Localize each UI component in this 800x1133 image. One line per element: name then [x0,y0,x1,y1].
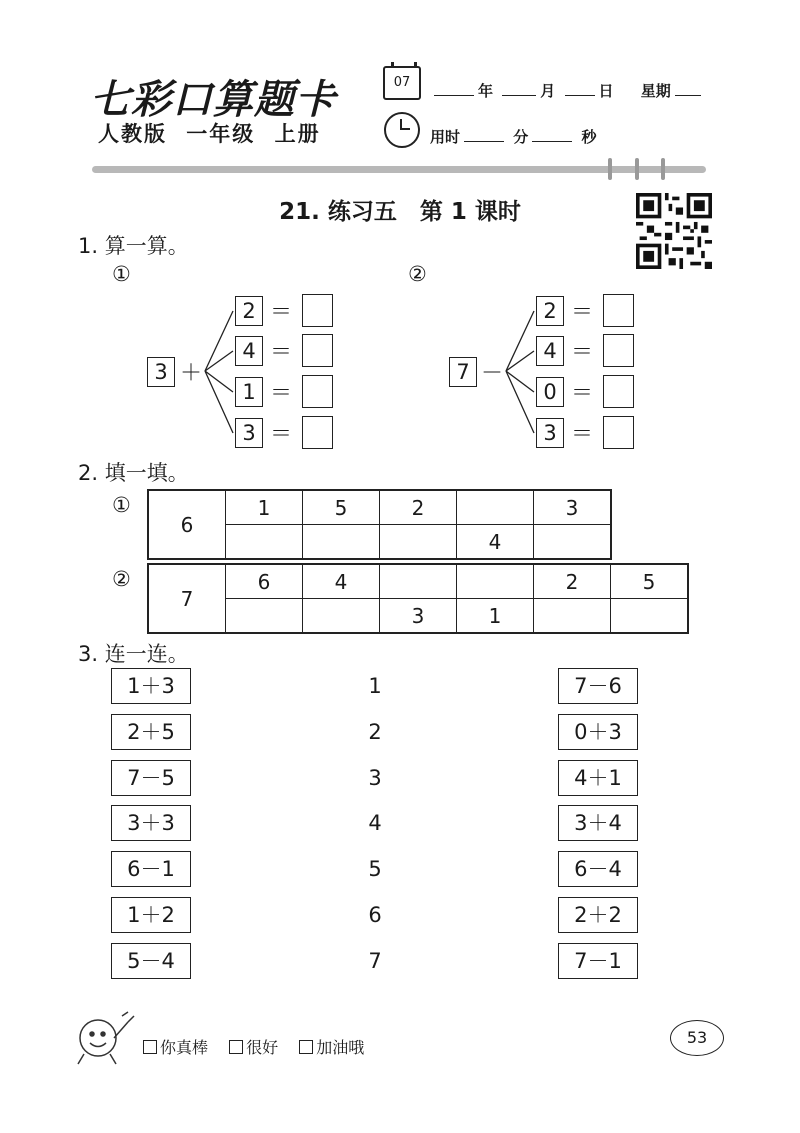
q1-part2-addend: 0 [536,377,564,407]
answer-box[interactable] [302,294,333,327]
rating-label: 你真棒 [160,1038,209,1057]
table-cell-blank[interactable] [534,525,612,560]
middle-number[interactable]: 4 [368,811,382,835]
table-cell-blank[interactable] [380,564,457,599]
answer-box[interactable] [302,375,333,408]
lesson-title: 21. 练习五 第 1 课时 [279,199,521,225]
right-expression[interactable]: 6－4 [558,851,638,887]
left-expression[interactable]: 5－4 [111,943,191,979]
q1-part2-addend: 2 [536,296,564,326]
table-cell: 4 [303,564,380,599]
q1-part2-start: 7 [449,357,477,387]
table-cell: 3 [380,599,457,634]
table-total: 7 [148,564,226,633]
equals-sign: ＝ [571,381,594,406]
table-cell: 2 [534,564,611,599]
q2-table1-label: ① [112,493,131,517]
table-cell-blank[interactable] [534,599,611,634]
table-cell: 1 [226,490,303,525]
q1-title: 1. 算一算。 [78,234,189,258]
table-cell-blank[interactable] [226,599,303,634]
q1-part1-addend: 2 [235,296,263,326]
right-expression[interactable]: 3＋4 [558,805,638,841]
table-cell-blank[interactable] [457,564,534,599]
plus-sign: ＋ [180,361,203,386]
seconds-label: 秒 [581,128,597,146]
equals-sign: ＝ [270,422,293,447]
edition-label: 人教版 一年级 上册 [98,122,321,146]
table-cell: 4 [457,525,534,560]
answer-box[interactable] [603,334,634,367]
right-expression[interactable]: 7－6 [558,668,638,704]
equals-sign: ＝ [571,300,594,325]
table-cell-blank[interactable] [457,490,534,525]
table-cell-blank[interactable] [611,599,689,634]
table-cell: 3 [534,490,612,525]
rating-label: 很好 [246,1038,279,1057]
time-used-label: 用时 [430,128,461,146]
brand-title: 七彩口算题卡 [90,76,336,123]
rating-checkbox[interactable] [143,1040,157,1054]
answer-box[interactable] [302,334,333,367]
answer-box[interactable] [603,375,634,408]
table-cell: 2 [380,490,457,525]
middle-number[interactable]: 7 [368,949,382,973]
table-cell: 5 [611,564,689,599]
answer-box[interactable] [603,416,634,449]
day-label: 日 [598,82,614,100]
table-cell: 5 [303,490,380,525]
rating-label: 加油哦 [316,1038,365,1057]
q1-part2-addend: 4 [536,336,564,366]
middle-number[interactable]: 1 [368,674,382,698]
q1-part1-addend: 4 [235,336,263,366]
equals-sign: ＝ [270,340,293,365]
table-cell-blank[interactable] [303,525,380,560]
calendar-day: 07 [393,75,411,90]
q3-title: 3. 连一连。 [78,642,189,666]
table-cell-blank[interactable] [303,599,380,634]
q1-part1-addend: 3 [235,418,263,448]
right-expression[interactable]: 2＋2 [558,897,638,933]
mascot-icon [70,1008,140,1068]
middle-number[interactable]: 2 [368,720,382,744]
page-number: 53 [670,1020,724,1056]
q1-part2-label: ② [408,262,427,286]
left-expression[interactable]: 1＋2 [111,897,191,933]
equals-sign: ＝ [270,381,293,406]
q2-table2 [147,563,689,634]
q1-part1-addend: 1 [235,377,263,407]
q2-table2-label: ② [112,567,131,591]
q2-title: 2. 填一填。 [78,461,189,485]
right-expression[interactable]: 4＋1 [558,760,638,796]
rating-options [143,1035,364,1058]
left-expression[interactable]: 6－1 [111,851,191,887]
table-total: 6 [148,490,226,559]
equals-sign: ＝ [270,300,293,325]
table-cell-blank[interactable] [380,525,457,560]
table-cell: 6 [226,564,303,599]
left-expression[interactable]: 2＋5 [111,714,191,750]
equals-sign: ＝ [571,340,594,365]
minus-sign: － [481,361,504,386]
right-expression[interactable]: 7－1 [558,943,638,979]
q1-part1-label: ① [112,262,131,286]
left-expression[interactable]: 1＋3 [111,668,191,704]
answer-box[interactable] [302,416,333,449]
right-expression[interactable]: 0＋3 [558,714,638,750]
q1-part2-addend: 3 [536,418,564,448]
equals-sign: ＝ [571,422,594,447]
month-label: 月 [540,82,556,100]
q1-branch-lines [0,0,800,480]
answer-box[interactable] [603,294,634,327]
q1-part1-start: 3 [147,357,175,387]
q2-table1 [147,489,612,560]
rating-checkbox[interactable] [299,1040,313,1054]
table-cell-blank[interactable] [226,525,303,560]
rating-checkbox[interactable] [229,1040,243,1054]
left-expression[interactable]: 3＋3 [111,805,191,841]
middle-number[interactable]: 5 [368,857,382,881]
weekday-label: 星期 [640,82,671,100]
left-expression[interactable]: 7－5 [111,760,191,796]
minutes-label: 分 [513,128,529,146]
year-label: 年 [478,82,494,100]
middle-number[interactable]: 3 [368,766,382,790]
table-cell: 1 [457,599,534,634]
middle-number[interactable]: 6 [368,903,382,927]
